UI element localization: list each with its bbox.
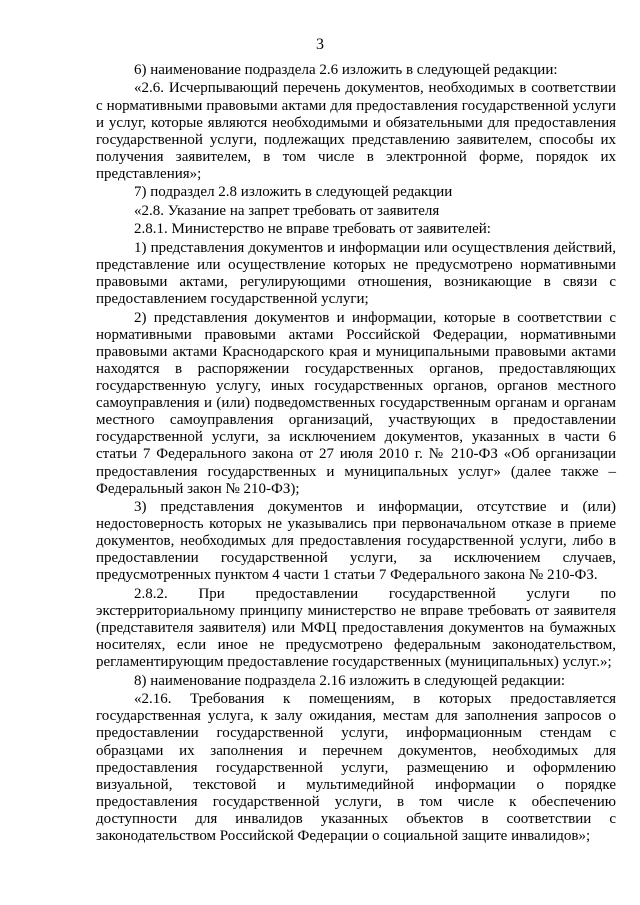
document-body [96, 62, 616, 847]
paragraph-section-2-8-1: 2.8.1. Министерство не вправе требовать от заявителей: [134, 221, 491, 238]
paragraph-section-2-8-2: 2.8.2. При предоставлении государственной услуги по экстерриториальному принципу министерство не вправе требовать от заявителя (представителя заявителя) или МФЦ предоставления документов на бумажных носителях, если иное не предусмотрено федеральным законодательством, регламентирующим предоставление государственных (муниципальных) услуг.»; [96, 585, 616, 671]
paragraph-item-8: 8) наименование подраздела 2.16 изложить в следующей редакции: [134, 672, 566, 689]
paragraph-section-2-16: «2.16. Требования к помещениям, в которых предоставляется государственная услуга, к залу ожидания, местам для заполнения запросов о предоставлении государственной услуги, информационным стендам с образцами их заполнения и перечнем документов, необходимых для предоставления государственной услуги, размещению и оформлению визуальной, текстовой и мультимедийной информации о порядке предоставления государственной услуги, в том числе к обеспечению доступности для инвалидов указанных объектов в соответствии с законодательством Российской Федерации о социальной защите инвалидов»; [96, 691, 616, 845]
paragraph-section-2-8-title: «2.8. Указание на запрет требовать от заявителя [134, 202, 440, 219]
paragraph-list-3: 3) представления документов и информации, отсутствие и (или) недостоверность которых не указывались при первоначальном отказе в приеме документов, необходимых для предоставления государственной услуги, либо в предоставлении государственной услуги, за исключением случаев, предусмотренных пунктом 4 части 1 статьи 7 Федерального закона № 210-ФЗ. [96, 499, 616, 584]
paragraph-list-2: 2) представления документов и информации, которые в соответствии с нормативными правовыми актами Российской Федерации, нормативными правовыми актами Краснодарского края и муниципальными правовыми актами находятся в распоряжении государственных органов, предоставляющих государственную услугу, иных государственных органов, органов местного самоуправления и (или) подведомственных государственным органам и органам местного самоуправления организаций, участвующих в предоставлении государственной услуги, за исключением документов, указанных в части 6 статьи 7 Федерального закона от 27 июля 2010 г. № 210-ФЗ «Об организации предоставления государственных и муниципальных услуг» (далее также – Федеральный закон № 210-ФЗ); [96, 309, 616, 497]
paragraph-list-1: 1) представления документов и информации или осуществления действий, представление или осуществление которых не предусмотрено нормативными правовыми актами, регулирующими отношения, возникающие в связи с предоставлением государственной услуги; [96, 239, 616, 308]
paragraph-item-6: 6) наименование подраздела 2.6 изложить в следующей редакции: [134, 62, 558, 78]
paragraph-section-2-6: «2.6. Исчерпывающий перечень документов, необходимых в соответствии с нормативными правовыми актами для предоставления государственной услуги и услуг, которые являются необходимыми и обязательными для предоставления государственной услуги, подлежащих представлению заявителем, способы их получения заявителем, в том числе в электронной форме, порядок их представления»; [96, 80, 616, 182]
page-number: 3 [316, 36, 324, 53]
paragraph-item-7: 7) подраздел 2.8 изложить в следующей редакции [134, 184, 453, 201]
